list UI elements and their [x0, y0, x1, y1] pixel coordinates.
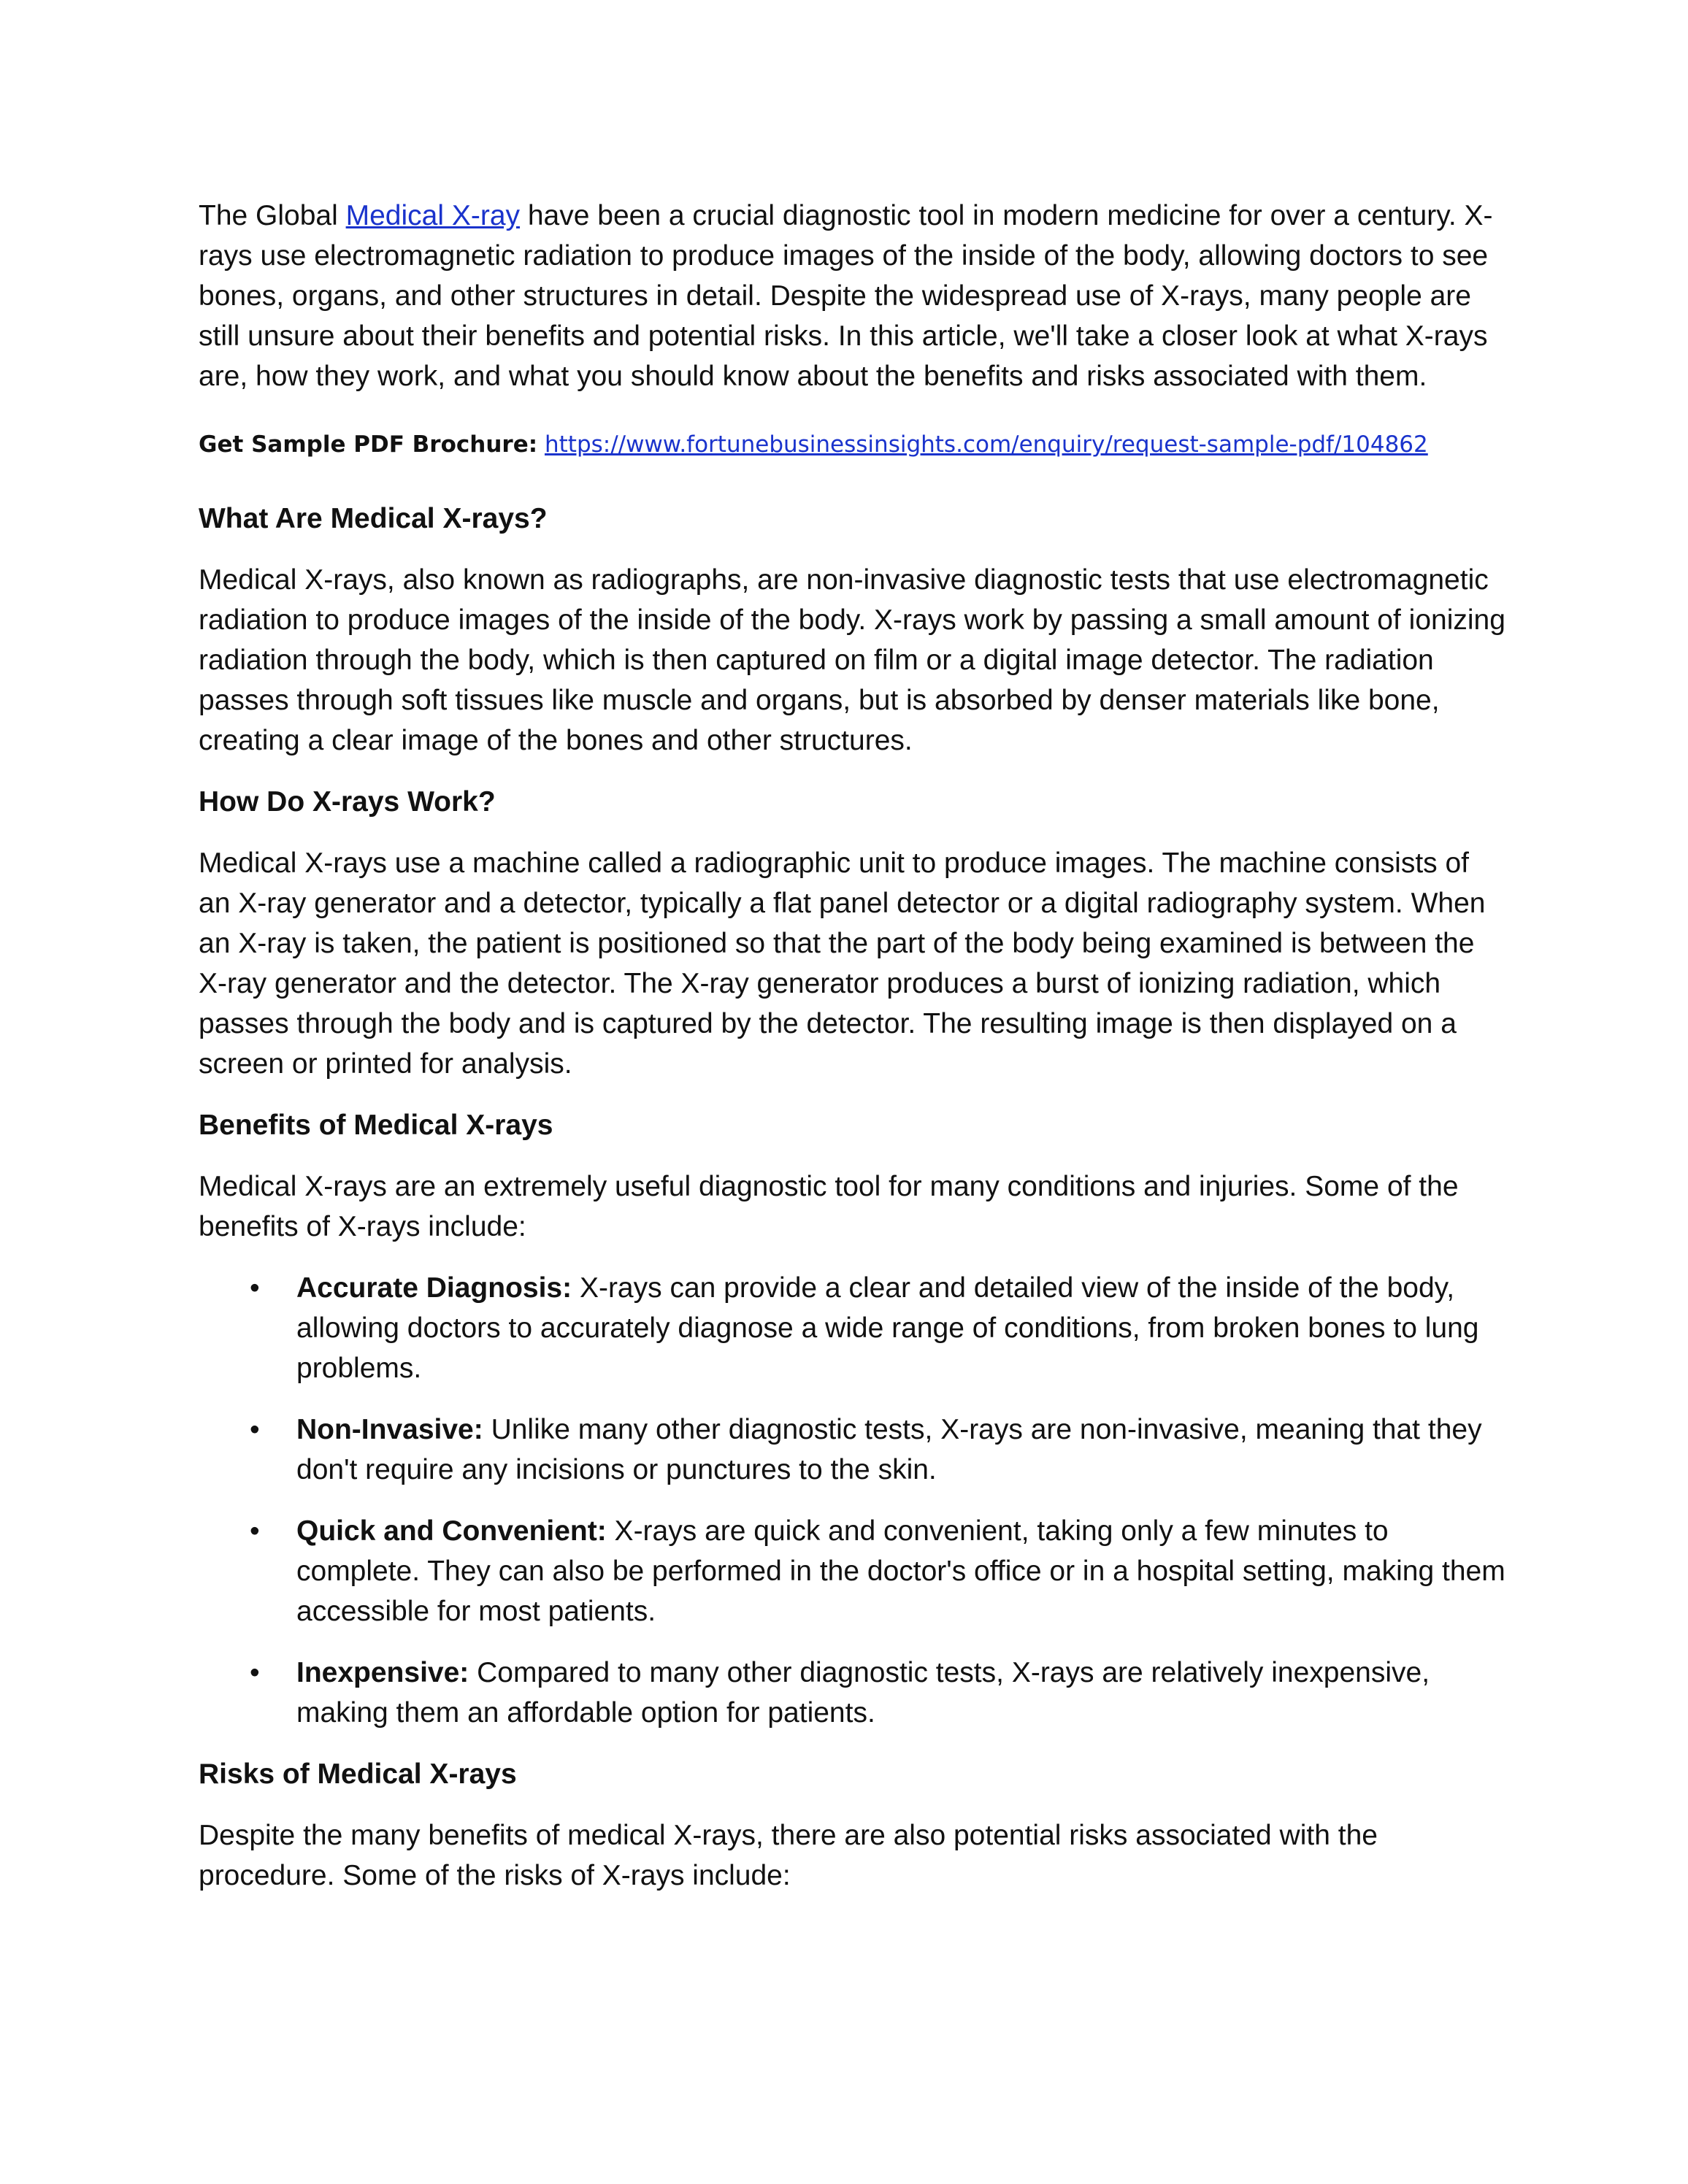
section-heading-what: What Are Medical X-rays?	[199, 503, 548, 534]
list-item-text: X-rays can provide a clear and detailed view of the inside of the body, allowing doctors to accurately diagnose a wide range of conditions, from broken bones to lung problems.	[296, 1272, 1479, 1384]
intro-text: have been a crucial diagnostic tool in modern medicine for over a century. X-rays use electromagnetic radiation to produce images of the inside of the body, allowing doctors to see bones, organs, and other structures in detail. Despite the widespread use of X-rays, many people are still unsure about their benefits and potential risks. In this article, we'll take a closer look at what X-rays are, how they work, and what you should know about the benefits and risks associated with them.	[199, 200, 1493, 392]
list-item	[199, 1511, 1505, 1631]
list-item	[199, 1410, 1505, 1490]
bullet-icon: •	[250, 1657, 260, 1688]
list-item-text: X-rays are quick and convenient, taking only a few minutes to complete. They can also be performed in the doctor's office or in a hospital setting, making them accessible for most patients.	[296, 1515, 1505, 1627]
benefits-list	[199, 1268, 1505, 1733]
section-heading-benefits: Benefits of Medical X-rays	[199, 1110, 553, 1141]
section-heading-how: How Do X-rays Work?	[199, 786, 496, 818]
bullet-icon: •	[250, 1515, 260, 1547]
section-body-benefits: Medical X-rays are an extremely useful diagnostic tool for many conditions and injuries. Some of the benefits of X-rays include:	[199, 1171, 1459, 1242]
section-body-how: Medical X-rays use a machine called a radiographic unit to produce images. The machine consists of an X-ray generator and a detector, typically a flat panel detector or a digital radiography system. When an X-ray is taken, the patient is positioned so that the part of the body being examined is between the X-ray generator and the detector. The X-ray generator produces a burst of ionizing radiation, which passes through the body and is captured by the detector. The resulting image is then displayed on a screen or printed for analysis.	[199, 847, 1486, 1080]
medical-xray-link[interactable]: Medical X-ray	[345, 200, 521, 231]
list-item	[199, 1268, 1505, 1388]
list-item-term: Accurate Diagnosis:	[296, 1272, 572, 1304]
brochure-link[interactable]: https://www.fortunebusinessinsights.com/enquiry/request-sample-pdf/104862	[544, 431, 1428, 458]
brochure-line	[199, 428, 1505, 461]
list-item-term: Quick and Convenient:	[296, 1515, 607, 1547]
bullet-icon: •	[250, 1414, 260, 1445]
list-item-term: Non-Invasive:	[296, 1414, 483, 1445]
list-item	[199, 1653, 1505, 1733]
section-body-what: Medical X-rays, also known as radiographs, are non-invasive diagnostic tests that use electromagnetic radiation to produce images of the inside of the body. X-rays work by passing a small amount of ionizing radiation through the body, which is then captured on film or a digital image detector. The radiation passes through soft tissues like muscle and organs, but is absorbed by denser materials like bone, creating a clear image of the bones and other structures.	[199, 564, 1505, 756]
list-item-text: Unlike many other diagnostic tests, X-rays are non-invasive, meaning that they don't require any incisions or punctures to the skin.	[296, 1414, 1482, 1485]
document-page	[199, 196, 1505, 1917]
list-item-text: Compared to many other diagnostic tests, X-rays are relatively inexpensive, making them an affordable option for patients.	[296, 1657, 1430, 1729]
section-heading-risks: Risks of Medical X-rays	[199, 1758, 517, 1790]
intro-paragraph	[199, 196, 1505, 396]
brochure-label: Get Sample PDF Brochure:	[199, 431, 538, 458]
list-item-term: Inexpensive:	[296, 1657, 469, 1688]
bullet-icon: •	[250, 1272, 260, 1304]
section-body-risks: Despite the many benefits of medical X-rays, there are also potential risks associated with the procedure. Some of the risks of X-rays include:	[199, 1820, 1378, 1891]
intro-prefix: The Global	[199, 200, 346, 231]
